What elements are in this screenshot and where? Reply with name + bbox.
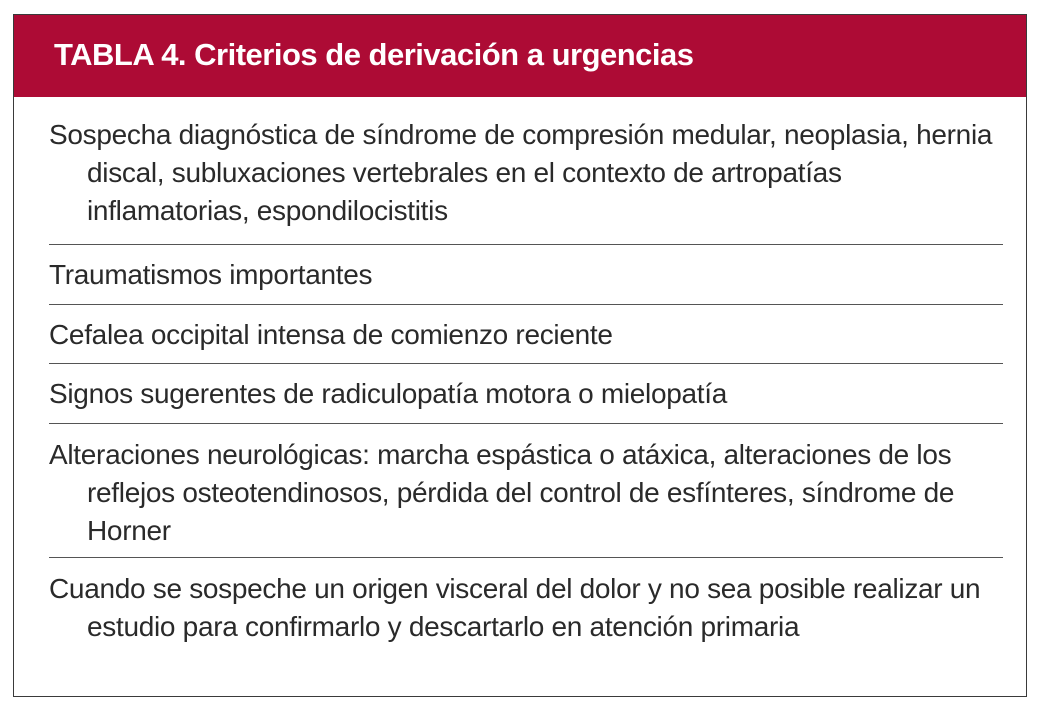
table-row [49, 558, 1003, 693]
row-text: Alteraciones neurológicas: marcha espástica o atáxica, alteraciones de los reflejos osteotendinosos, pérdida del control de esfínteres, síndrome de Horner [49, 439, 955, 546]
table-title: TABLA 4. Criterios de derivación a urgencias [54, 37, 694, 72]
row-text: Cefalea occipital intensa de comienzo reciente [49, 319, 613, 350]
criteria-table [13, 14, 1027, 697]
table-row [49, 245, 1003, 305]
table-header [14, 15, 1026, 97]
row-text: Traumatismos importantes [49, 259, 373, 290]
table-row [49, 424, 1003, 558]
row-text: Cuando se sospeche un origen visceral del dolor y no sea posible realizar un estudio para confirmarlo y descartarlo en atención primaria [49, 573, 981, 642]
table-row [49, 305, 1003, 364]
row-text: Sospecha diagnóstica de síndrome de compresión medular, neoplasia, hernia discal, subluxaciones vertebrales en el contexto de artropatías inflamatorias, espondilocistitis [49, 119, 993, 226]
table-row [49, 364, 1003, 424]
table-row [49, 116, 1003, 245]
row-text: Signos sugerentes de radiculopatía motora o mielopatía [49, 378, 728, 409]
